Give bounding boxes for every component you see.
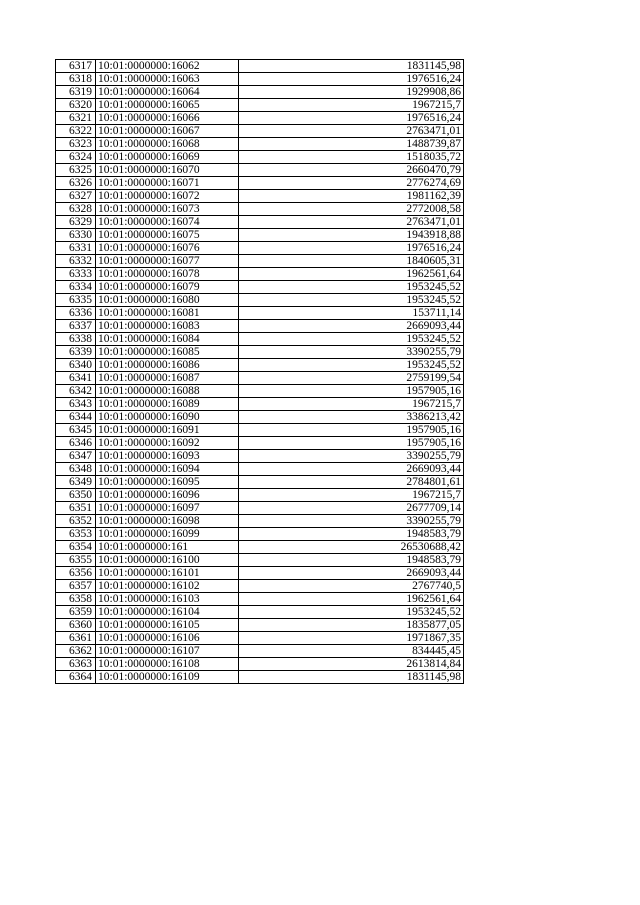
table-row <box>56 60 464 73</box>
table-row <box>56 398 464 411</box>
table-row <box>56 541 464 554</box>
value-cell: 1981162,39 <box>239 190 464 203</box>
row-number-cell: 6346 <box>56 437 96 450</box>
cadastral-number-cell: 10:01:0000000:16106 <box>96 632 239 645</box>
row-number-cell: 6337 <box>56 320 96 333</box>
table-row <box>56 450 464 463</box>
row-number-cell: 6323 <box>56 138 96 151</box>
cadastral-number-cell: 10:01:0000000:16062 <box>96 60 239 73</box>
table-row <box>56 255 464 268</box>
value-cell: 1929908,86 <box>239 86 464 99</box>
value-cell: 1971867,35 <box>239 632 464 645</box>
value-cell: 1518035,72 <box>239 151 464 164</box>
table-row <box>56 177 464 190</box>
row-number-cell: 6344 <box>56 411 96 424</box>
value-cell: 3386213,42 <box>239 411 464 424</box>
value-cell: 1948583,79 <box>239 528 464 541</box>
value-cell: 26530688,42 <box>239 541 464 554</box>
value-cell: 1488739,87 <box>239 138 464 151</box>
table-row <box>56 346 464 359</box>
data-table <box>55 59 464 684</box>
cadastral-number-cell: 10:01:0000000:16069 <box>96 151 239 164</box>
cadastral-number-cell: 10:01:0000000:16078 <box>96 268 239 281</box>
cadastral-number-cell: 10:01:0000000:16081 <box>96 307 239 320</box>
cadastral-number-cell: 10:01:0000000:16089 <box>96 398 239 411</box>
table-row <box>56 658 464 671</box>
row-number-cell: 6353 <box>56 528 96 541</box>
cadastral-number-cell: 10:01:0000000:16066 <box>96 112 239 125</box>
cadastral-number-cell: 10:01:0000000:16094 <box>96 463 239 476</box>
table-row <box>56 73 464 86</box>
table-row <box>56 112 464 125</box>
row-number-cell: 6360 <box>56 619 96 632</box>
table-row <box>56 151 464 164</box>
cadastral-number-cell: 10:01:0000000:16084 <box>96 333 239 346</box>
row-number-cell: 6325 <box>56 164 96 177</box>
cadastral-number-cell: 10:01:0000000:16064 <box>96 86 239 99</box>
table-row <box>56 502 464 515</box>
value-cell: 1962561,64 <box>239 268 464 281</box>
cadastral-number-cell: 10:01:0000000:16097 <box>96 502 239 515</box>
cadastral-number-cell: 10:01:0000000:16095 <box>96 476 239 489</box>
value-cell: 1967215,7 <box>239 99 464 112</box>
row-number-cell: 6358 <box>56 593 96 606</box>
table-row <box>56 164 464 177</box>
row-number-cell: 6328 <box>56 203 96 216</box>
value-cell: 1976516,24 <box>239 112 464 125</box>
row-number-cell: 6355 <box>56 554 96 567</box>
value-cell: 1967215,7 <box>239 489 464 502</box>
table-row <box>56 580 464 593</box>
cadastral-number-cell: 10:01:0000000:16085 <box>96 346 239 359</box>
cadastral-number-cell: 10:01:0000000:16090 <box>96 411 239 424</box>
cadastral-number-cell: 10:01:0000000:16071 <box>96 177 239 190</box>
row-number-cell: 6322 <box>56 125 96 138</box>
table-row <box>56 242 464 255</box>
row-number-cell: 6334 <box>56 281 96 294</box>
row-number-cell: 6345 <box>56 424 96 437</box>
value-cell: 2669093,44 <box>239 320 464 333</box>
cadastral-number-cell: 10:01:0000000:16076 <box>96 242 239 255</box>
cadastral-number-cell: 10:01:0000000:16067 <box>96 125 239 138</box>
table-row <box>56 463 464 476</box>
table-row <box>56 476 464 489</box>
value-cell: 3390255,79 <box>239 346 464 359</box>
value-cell: 153711,14 <box>239 307 464 320</box>
table-row <box>56 294 464 307</box>
row-number-cell: 6332 <box>56 255 96 268</box>
value-cell: 1831145,98 <box>239 671 464 684</box>
value-cell: 1953245,52 <box>239 294 464 307</box>
cadastral-number-cell: 10:01:0000000:16075 <box>96 229 239 242</box>
value-cell: 2772008,58 <box>239 203 464 216</box>
table-row <box>56 320 464 333</box>
row-number-cell: 6341 <box>56 372 96 385</box>
row-number-cell: 6330 <box>56 229 96 242</box>
cadastral-number-cell: 10:01:0000000:16098 <box>96 515 239 528</box>
value-cell: 2763471,01 <box>239 216 464 229</box>
value-cell: 1967215,7 <box>239 398 464 411</box>
row-number-cell: 6339 <box>56 346 96 359</box>
cadastral-number-cell: 10:01:0000000:16083 <box>96 320 239 333</box>
cadastral-number-cell: 10:01:0000000:16068 <box>96 138 239 151</box>
table-row <box>56 216 464 229</box>
row-number-cell: 6327 <box>56 190 96 203</box>
value-cell: 3390255,79 <box>239 515 464 528</box>
value-cell: 1957905,16 <box>239 424 464 437</box>
table-row <box>56 125 464 138</box>
table-row <box>56 359 464 372</box>
cadastral-number-cell: 10:01:0000000:16108 <box>96 658 239 671</box>
value-cell: 1835877,05 <box>239 619 464 632</box>
cadastral-number-cell: 10:01:0000000:16103 <box>96 593 239 606</box>
table-row <box>56 229 464 242</box>
value-cell: 3390255,79 <box>239 450 464 463</box>
cadastral-number-cell: 10:01:0000000:16092 <box>96 437 239 450</box>
table-row <box>56 593 464 606</box>
row-number-cell: 6335 <box>56 294 96 307</box>
row-number-cell: 6336 <box>56 307 96 320</box>
value-cell: 1953245,52 <box>239 281 464 294</box>
cadastral-number-cell: 10:01:0000000:16099 <box>96 528 239 541</box>
value-cell: 2660470,79 <box>239 164 464 177</box>
value-cell: 2759199,54 <box>239 372 464 385</box>
cadastral-number-cell: 10:01:0000000:16079 <box>96 281 239 294</box>
row-number-cell: 6331 <box>56 242 96 255</box>
value-cell: 1976516,24 <box>239 242 464 255</box>
value-cell: 1948583,79 <box>239 554 464 567</box>
table-row <box>56 190 464 203</box>
value-cell: 2669093,44 <box>239 463 464 476</box>
table-row <box>56 268 464 281</box>
row-number-cell: 6350 <box>56 489 96 502</box>
cadastral-number-cell: 10:01:0000000:16086 <box>96 359 239 372</box>
row-number-cell: 6324 <box>56 151 96 164</box>
row-number-cell: 6351 <box>56 502 96 515</box>
table-row <box>56 203 464 216</box>
table-row <box>56 489 464 502</box>
row-number-cell: 6319 <box>56 86 96 99</box>
cadastral-number-cell: 10:01:0000000:16074 <box>96 216 239 229</box>
row-number-cell: 6333 <box>56 268 96 281</box>
value-cell: 2776274,69 <box>239 177 464 190</box>
table-row <box>56 528 464 541</box>
cadastral-number-cell: 10:01:0000000:16102 <box>96 580 239 593</box>
row-number-cell: 6318 <box>56 73 96 86</box>
table-row <box>56 554 464 567</box>
value-cell: 1953245,52 <box>239 606 464 619</box>
table-row <box>56 86 464 99</box>
value-cell: 2767740,5 <box>239 580 464 593</box>
cadastral-number-cell: 10:01:0000000:16087 <box>96 372 239 385</box>
cadastral-number-cell: 10:01:0000000:16107 <box>96 645 239 658</box>
row-number-cell: 6354 <box>56 541 96 554</box>
table-row <box>56 671 464 684</box>
row-number-cell: 6357 <box>56 580 96 593</box>
table-row <box>56 411 464 424</box>
table-row <box>56 281 464 294</box>
table-row <box>56 372 464 385</box>
row-number-cell: 6329 <box>56 216 96 229</box>
cadastral-number-cell: 10:01:0000000:16096 <box>96 489 239 502</box>
cadastral-number-cell: 10:01:0000000:16072 <box>96 190 239 203</box>
table-row <box>56 619 464 632</box>
value-cell: 1962561,64 <box>239 593 464 606</box>
table-row <box>56 138 464 151</box>
table-row <box>56 645 464 658</box>
value-cell: 2669093,44 <box>239 567 464 580</box>
cadastral-number-cell: 10:01:0000000:16073 <box>96 203 239 216</box>
table-row <box>56 437 464 450</box>
row-number-cell: 6342 <box>56 385 96 398</box>
cadastral-number-cell: 10:01:0000000:16104 <box>96 606 239 619</box>
row-number-cell: 6364 <box>56 671 96 684</box>
row-number-cell: 6349 <box>56 476 96 489</box>
row-number-cell: 6321 <box>56 112 96 125</box>
value-cell: 1953245,52 <box>239 359 464 372</box>
value-cell: 1831145,98 <box>239 60 464 73</box>
row-number-cell: 6320 <box>56 99 96 112</box>
cadastral-number-cell: 10:01:0000000:16070 <box>96 164 239 177</box>
table-row <box>56 606 464 619</box>
cadastral-number-cell: 10:01:0000000:16077 <box>96 255 239 268</box>
row-number-cell: 6363 <box>56 658 96 671</box>
value-cell: 1840605,31 <box>239 255 464 268</box>
cadastral-number-cell: 10:01:0000000:16091 <box>96 424 239 437</box>
cadastral-number-cell: 10:01:0000000:16080 <box>96 294 239 307</box>
row-number-cell: 6347 <box>56 450 96 463</box>
value-cell: 2784801,61 <box>239 476 464 489</box>
value-cell: 834445,45 <box>239 645 464 658</box>
row-number-cell: 6340 <box>56 359 96 372</box>
cadastral-number-cell: 10:01:0000000:16105 <box>96 619 239 632</box>
table-row <box>56 99 464 112</box>
cadastral-number-cell: 10:01:0000000:16065 <box>96 99 239 112</box>
cadastral-number-cell: 10:01:0000000:16100 <box>96 554 239 567</box>
value-cell: 1957905,16 <box>239 437 464 450</box>
row-number-cell: 6361 <box>56 632 96 645</box>
cadastral-number-cell: 10:01:0000000:16088 <box>96 385 239 398</box>
table-row <box>56 385 464 398</box>
row-number-cell: 6338 <box>56 333 96 346</box>
cadastral-number-cell: 10:01:0000000:161 <box>96 541 239 554</box>
value-cell: 1957905,16 <box>239 385 464 398</box>
value-cell: 2613814,84 <box>239 658 464 671</box>
row-number-cell: 6348 <box>56 463 96 476</box>
cadastral-number-cell: 10:01:0000000:16101 <box>96 567 239 580</box>
row-number-cell: 6359 <box>56 606 96 619</box>
value-cell: 1953245,52 <box>239 333 464 346</box>
row-number-cell: 6317 <box>56 60 96 73</box>
table-body <box>56 60 464 684</box>
row-number-cell: 6326 <box>56 177 96 190</box>
table-row <box>56 307 464 320</box>
cadastral-number-cell: 10:01:0000000:16109 <box>96 671 239 684</box>
row-number-cell: 6356 <box>56 567 96 580</box>
value-cell: 2763471,01 <box>239 125 464 138</box>
table-row <box>56 632 464 645</box>
value-cell: 1976516,24 <box>239 73 464 86</box>
row-number-cell: 6352 <box>56 515 96 528</box>
table-row <box>56 567 464 580</box>
row-number-cell: 6362 <box>56 645 96 658</box>
table-row <box>56 424 464 437</box>
table-row <box>56 515 464 528</box>
cadastral-number-cell: 10:01:0000000:16063 <box>96 73 239 86</box>
value-cell: 2677709,14 <box>239 502 464 515</box>
row-number-cell: 6343 <box>56 398 96 411</box>
cadastral-number-cell: 10:01:0000000:16093 <box>96 450 239 463</box>
value-cell: 1943918,88 <box>239 229 464 242</box>
table-row <box>56 333 464 346</box>
